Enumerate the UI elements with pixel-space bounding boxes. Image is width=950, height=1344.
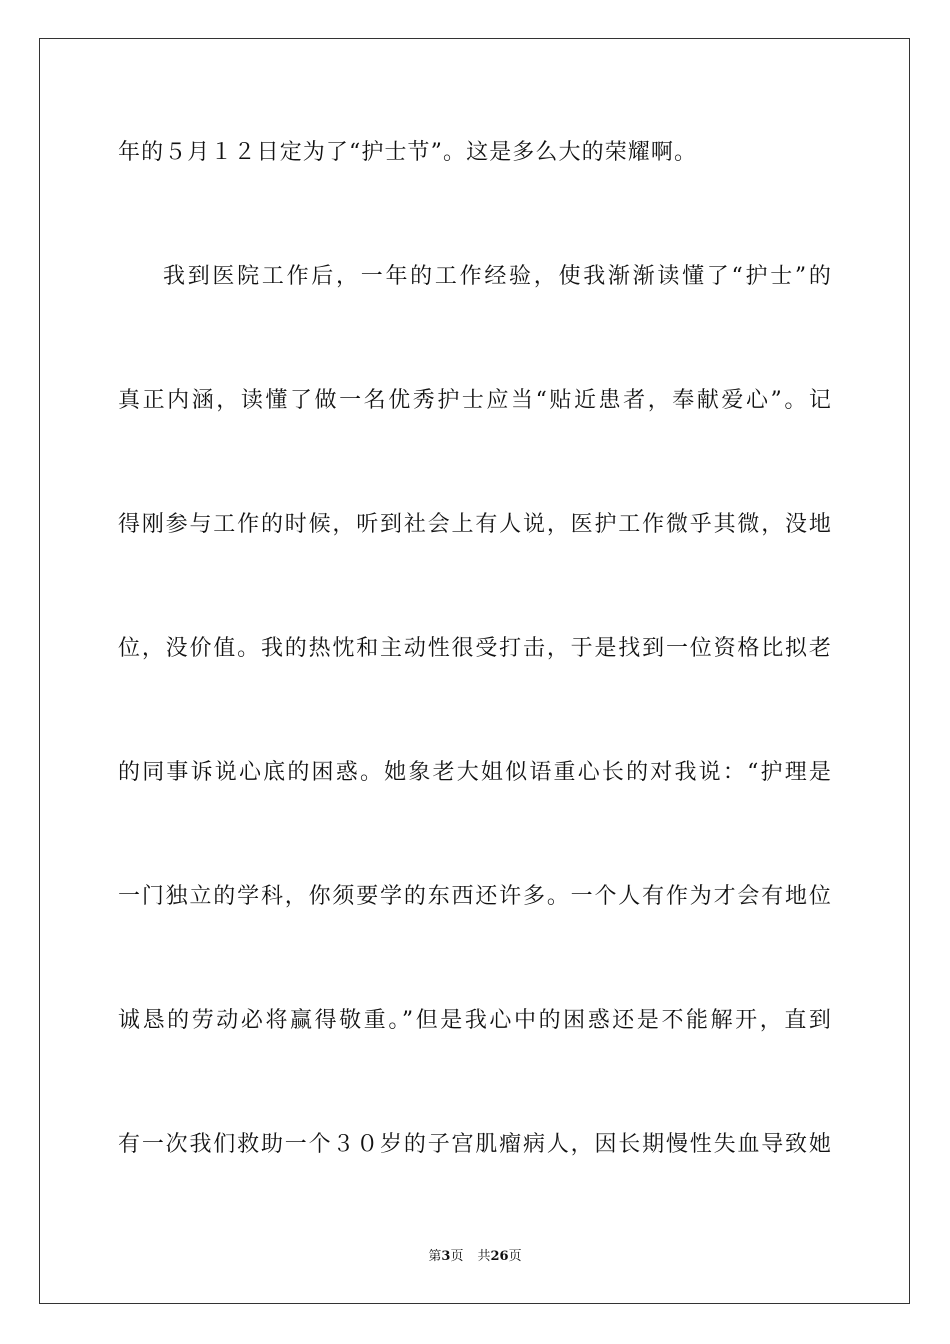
text-line-1: 年的５月１２日定为了“护士节”。这是多么大的荣耀啊。: [118, 140, 698, 165]
text-line-2: 我到医院工作后，一年的工作经验，使我渐渐读懂了“护士”的: [163, 264, 832, 289]
text-line-6: 的同事诉说心底的困惑。她象老大姐似语重心长的对我说：“护理是: [118, 760, 832, 785]
page-footer: [0, 1248, 950, 1266]
total-prefix: 共: [477, 1249, 491, 1264]
text-line-3: 真正内涵，读懂了做一名优秀护士应当“贴近患者，奉献爱心”。记: [118, 388, 832, 413]
text-line-5: 位，没价值。我的热忱和主动性很受打击，于是找到一位资格比拟老: [118, 636, 832, 661]
text-line-7: 一门独立的学科，你须要学的东西还许多。一个人有作为才会有地位: [118, 884, 832, 909]
text-line-9: 有一次我们救助一个３０岁的子宫肌瘤病人，因长期慢性失血导致她: [118, 1132, 832, 1157]
total-pages: 26: [490, 1249, 509, 1264]
page-number: 3: [441, 1249, 451, 1264]
page-suffix: 页: [450, 1249, 464, 1264]
page-prefix: 第: [428, 1249, 442, 1264]
text-line-4: 得刚参与工作的时候，听到社会上有人说，医护工作微乎其微，没地: [118, 512, 832, 537]
page-border: [39, 38, 910, 1304]
total-suffix: 页: [508, 1249, 522, 1264]
text-line-8: 诚恳的劳动必将赢得敬重。”但是我心中的困惑还是不能解开，直到: [118, 1008, 832, 1033]
